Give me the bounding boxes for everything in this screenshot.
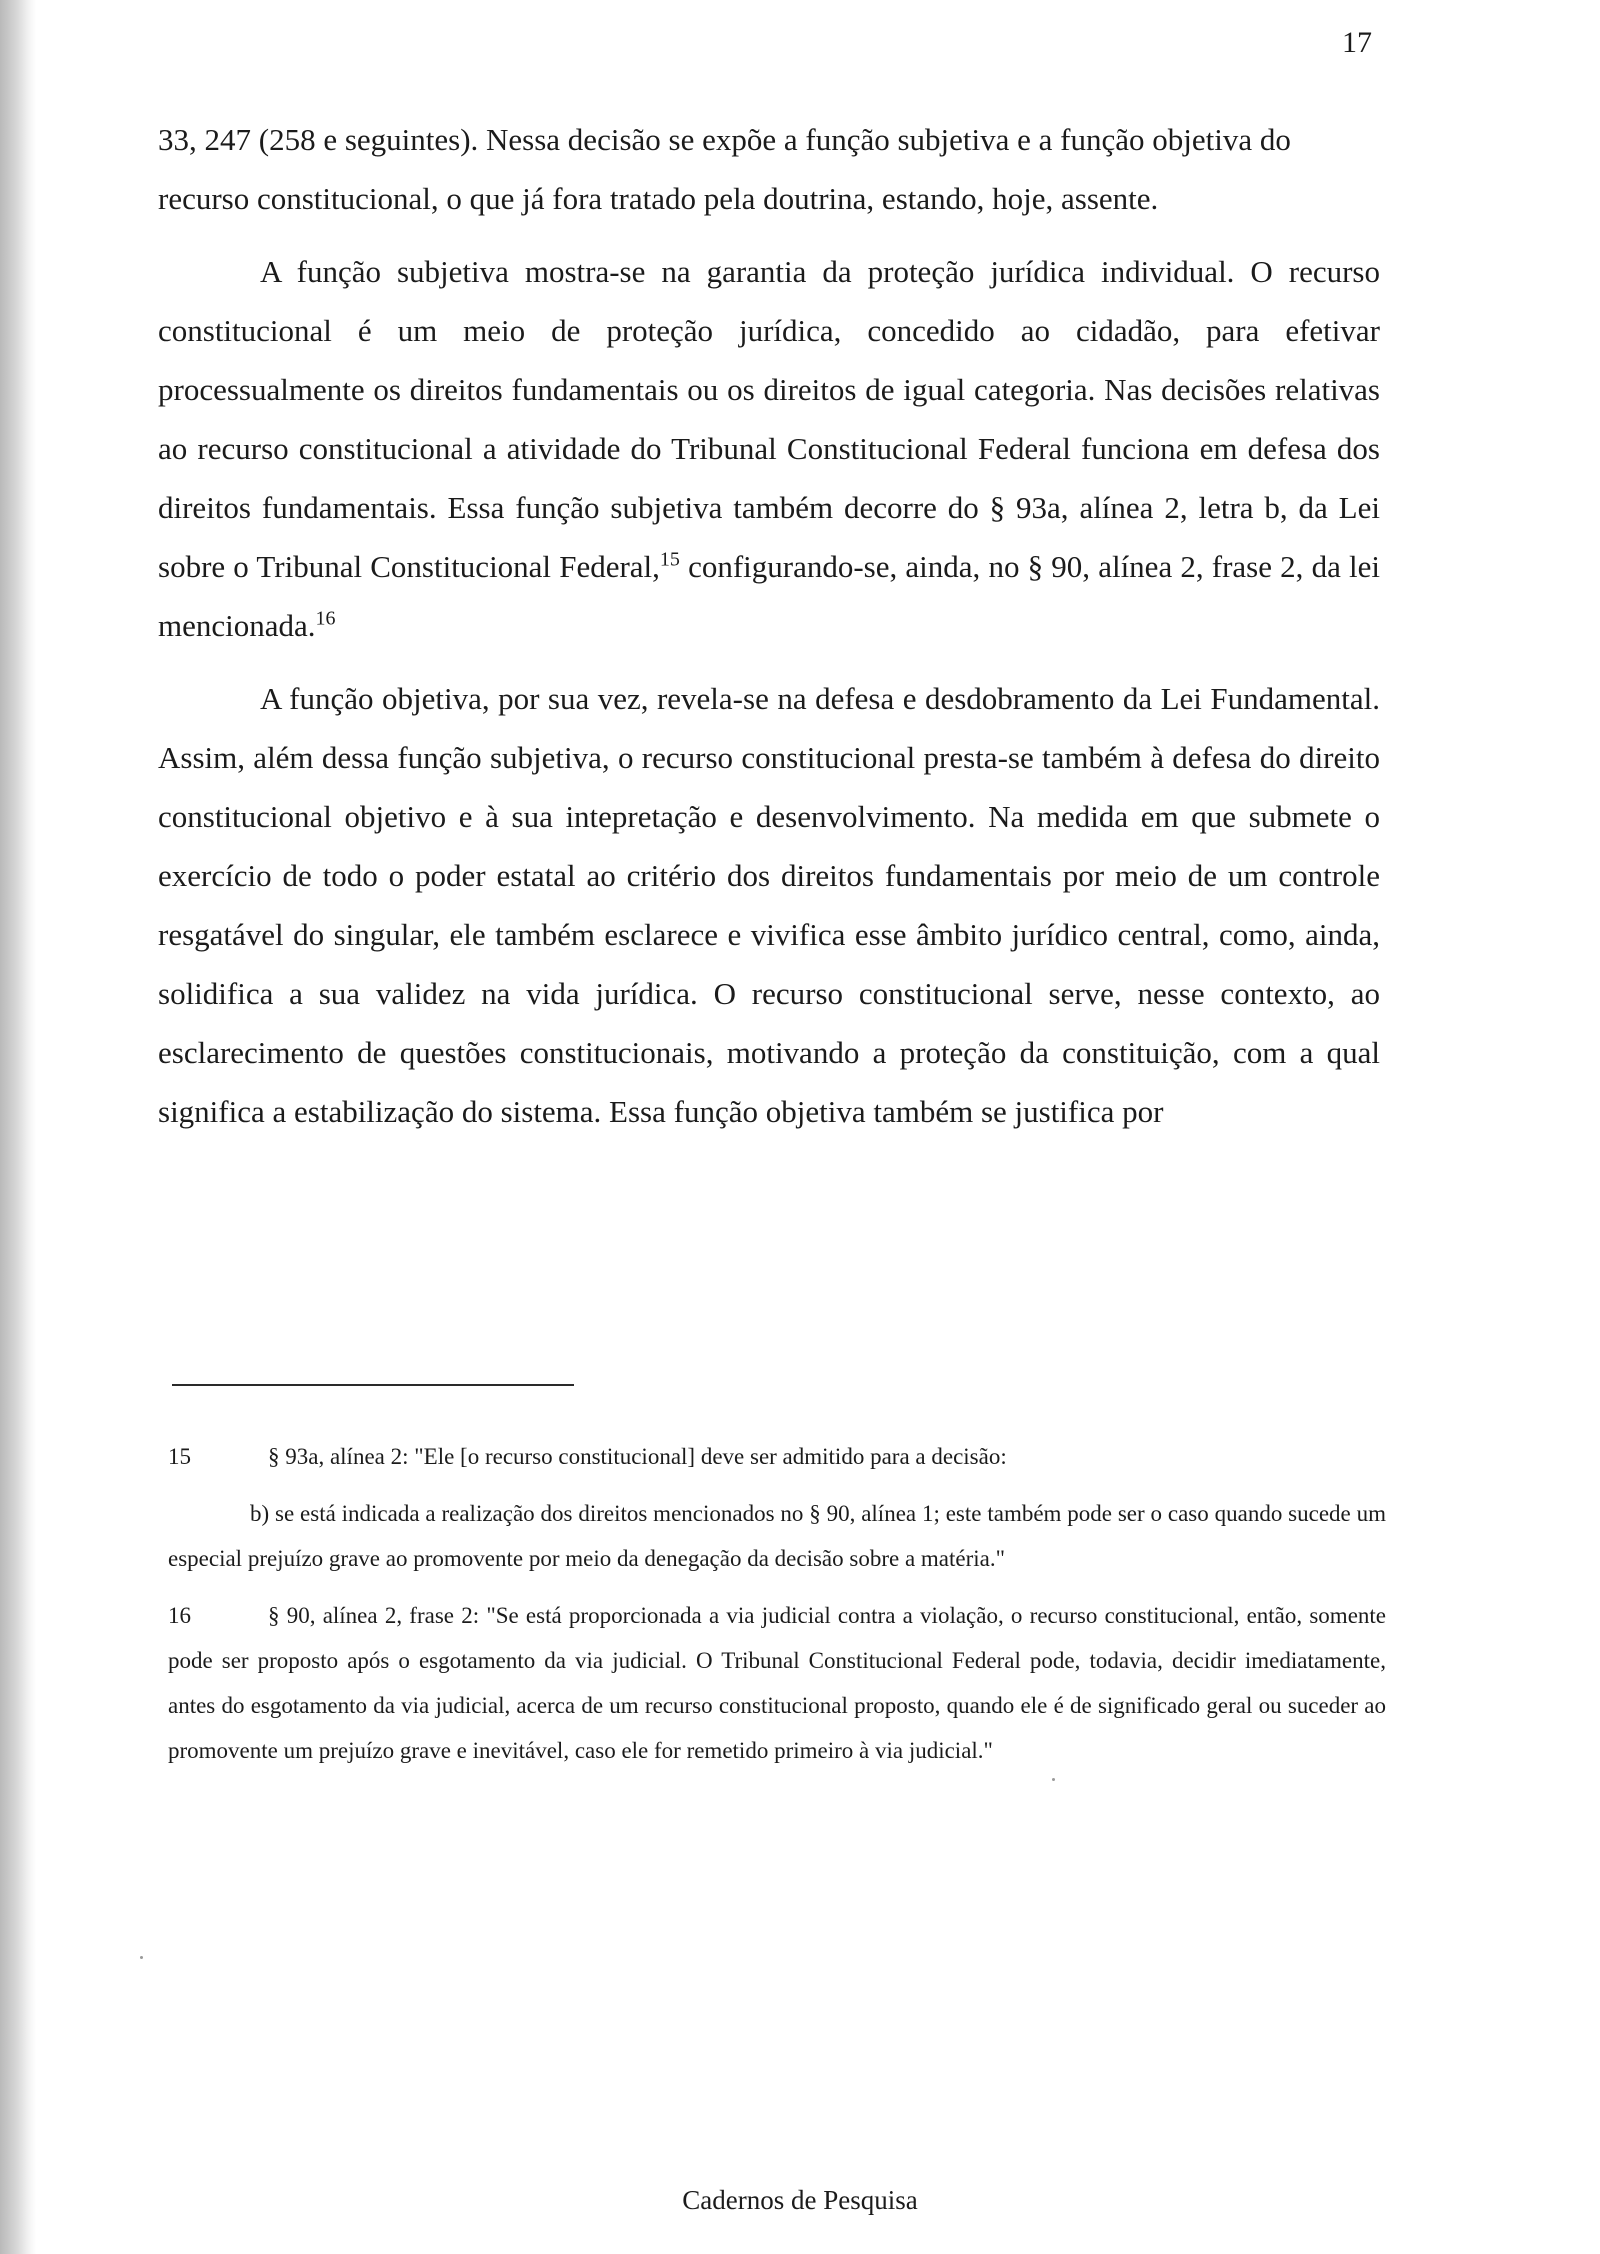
paragraph-3: A função objetiva, por sua vez, revela-se na defesa e desdobramento da Lei Fundamental. Assim, além dessa função subjetiva, o recurso constitucional presta-se também à defesa do direito constitucional objetivo e à sua intepretação e desenvolvimento. Na medida em que submete o exercício de todo o poder estatal ao critério dos direitos fundamentais por meio de um controle resgatável do singular, ele também esclarece e vivifica esse âmbito jurídico central, como, ainda, solidifica a sua validez na vida jurídica. O recurso constitucional serve, nesse contexto, ao esclarecimento de questões constitucionais, motivando a proteção da constituição, com a qual significa a estabilização do sistema. Essa função objetiva também se justifica por — [158, 681, 1380, 1129]
footnote-16 — [168, 1593, 1386, 1773]
scan-edge-shadow — [0, 0, 36, 2254]
scan-speck — [140, 1956, 143, 1959]
paragraph-1: 33, 247 (258 e seguintes). Nessa decisão se expõe a função subjetiva e a função objetiva do recurso constitucional, o que já fora tratado pela doutrina, estando, hoje, assente. — [158, 122, 1291, 216]
footnote-text: § 90, alínea 2, frase 2: "Se está proporcionada a via judicial contra a violação, o recurso constitucional, então, somente pode ser proposto após o esgotamento da via judicial. O Tribunal Constitucional Federal pode, todavia, decidir imediatamente, antes do esgotamento da via judicial, acerca de um recurso constitucional proposto, quando ele é de significado geral ou suceder ao promovente um prejuízo grave e inevitável, caso ele for remetido primeiro à via judicial." — [168, 1603, 1386, 1763]
paragraph-2-text-continued: configurando-se, ainda, no § 90, alínea 2, frase 2, da lei mencionada. — [158, 549, 1380, 643]
footnote-text: § 93a, alínea 2: "Ele [o recurso constitucional] deve ser admitido para a decisão: — [268, 1444, 1007, 1469]
footnote-ref-16: 16 — [315, 607, 336, 630]
footnote-number: 15 — [168, 1444, 191, 1469]
paragraph-2 — [158, 242, 1380, 655]
page-number: 17 — [1342, 26, 1372, 59]
paragraph-2-text: A função subjetiva mostra-se na garantia da proteção jurídica individual. O recurso constitucional é um meio de proteção jurídica, concedido ao cidadão, para efetivar processualmente os direitos fundamentais ou os direitos de igual categoria. Nas decisões relativas ao recurso constitucional a atividade do Tribunal Constitucional Federal funciona em defesa dos direitos fundamentais. Essa função subjetiva também decorre do § 93a, alínea 2, letra b, da Lei sobre o Tribunal Constitucional Federal, — [158, 254, 1380, 584]
footnote-15-continuation: b) se está indicada a realização dos direitos mencionados no § 90, alínea 1; este também pode ser o caso quando sucede um especial prejuízo grave ao promovente por meio da denegação da decisão sobre a matéria." — [168, 1501, 1386, 1571]
footnote-number: 16 — [168, 1603, 191, 1628]
footnote-separator — [172, 1384, 574, 1386]
scan-speck — [1052, 1778, 1055, 1781]
footnote-ref-15: 15 — [659, 548, 680, 571]
footnote-15 — [168, 1434, 1386, 1479]
body-text — [158, 110, 1380, 1155]
page-footer: Cadernos de Pesquisa — [682, 2185, 918, 2215]
footnotes — [168, 1434, 1386, 1785]
